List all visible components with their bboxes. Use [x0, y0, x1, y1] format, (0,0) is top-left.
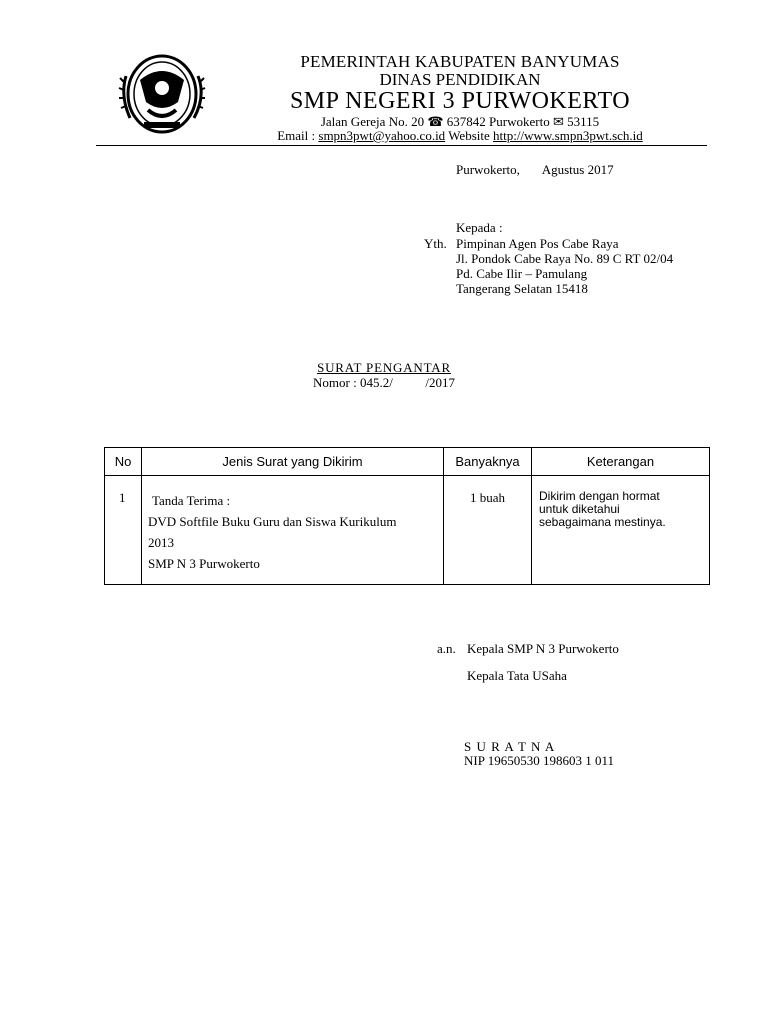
- letterhead-government: PEMERINTAH KABUPATEN BANYUMAS: [300, 52, 620, 71]
- website-label: Website: [448, 128, 490, 143]
- letter-number: [0, 375, 768, 390]
- date-city: Purwokerto,: [456, 162, 520, 177]
- email-label: Email :: [277, 128, 316, 143]
- number-label: Nomor : 045.2/: [313, 375, 393, 390]
- address-postal: 53115: [567, 114, 600, 129]
- number-year: /2017: [425, 375, 455, 390]
- recipient-yth: Yth.: [424, 236, 447, 251]
- letterhead-school-name: SMP NEGERI 3 PURWOKERTO: [289, 88, 631, 114]
- jenis-line-1: Tanda Terima :: [152, 493, 231, 508]
- signature-jabatan: Kepala Tata USaha: [467, 668, 567, 683]
- address-phone-city: 637842 Purwokerto: [446, 114, 550, 129]
- letterhead-contact: [200, 128, 720, 144]
- cell-jenis: [142, 476, 444, 585]
- jenis-line-4: SMP N 3 Purwokerto: [148, 556, 260, 571]
- recipient-line-3: Pd. Cabe Ilir – Pamulang: [456, 266, 588, 281]
- website-link[interactable]: http://www.smpn3pwt.sch.id: [493, 128, 643, 143]
- address-street: Jalan Gereja No. 20: [320, 114, 425, 129]
- document-table: [104, 447, 710, 585]
- cell-keterangan: [532, 476, 710, 585]
- keterangan-line-1: Dikirim dengan hormat: [539, 489, 660, 503]
- letter-title: SURAT PENGANTAR: [317, 360, 451, 375]
- letterhead-department: DINAS PENDIDIKAN: [379, 70, 541, 89]
- table-row: [105, 476, 710, 585]
- signature-name: S U R A T N A: [464, 739, 556, 754]
- recipient-line-2: Jl. Pondok Cabe Raya No. 89 C RT 02/04: [456, 251, 674, 266]
- keterangan-line-3: sebagaimana mestinya.: [539, 515, 666, 529]
- phone-icon: ☎: [427, 114, 444, 129]
- letter-date: [456, 162, 614, 177]
- recipient-line-4: Tangerang Selatan 15418: [456, 281, 588, 296]
- header-no: No: [105, 448, 142, 476]
- recipient-kepada: Kepada :: [456, 220, 503, 235]
- date-month-year: Agustus 2017: [541, 162, 614, 177]
- header-keterangan: Keterangan: [532, 448, 710, 476]
- mail-icon: ✉: [552, 114, 564, 129]
- jenis-line-3: 2013: [148, 535, 174, 550]
- cell-banyaknya: 1 buah: [444, 476, 532, 585]
- signature-kepala: Kepala SMP N 3 Purwokerto: [467, 641, 619, 656]
- email-link[interactable]: smpn3pwt@yahoo.co.id: [318, 128, 446, 143]
- letterhead-divider: [96, 145, 707, 146]
- signature-nip: NIP 19650530 198603 1 011: [464, 753, 614, 768]
- table-header-row: [105, 448, 710, 476]
- header-banyaknya: Banyaknya: [444, 448, 532, 476]
- jenis-line-2: DVD Softfile Buku Guru dan Siswa Kurikulum: [148, 514, 397, 529]
- keterangan-line-2: untuk diketahui: [539, 502, 620, 516]
- signature-an: a.n.: [437, 641, 456, 656]
- cell-no: 1: [105, 476, 142, 585]
- header-jenis: Jenis Surat yang Dikirim: [142, 448, 444, 476]
- recipient-line-1: Pimpinan Agen Pos Cabe Raya: [456, 236, 619, 251]
